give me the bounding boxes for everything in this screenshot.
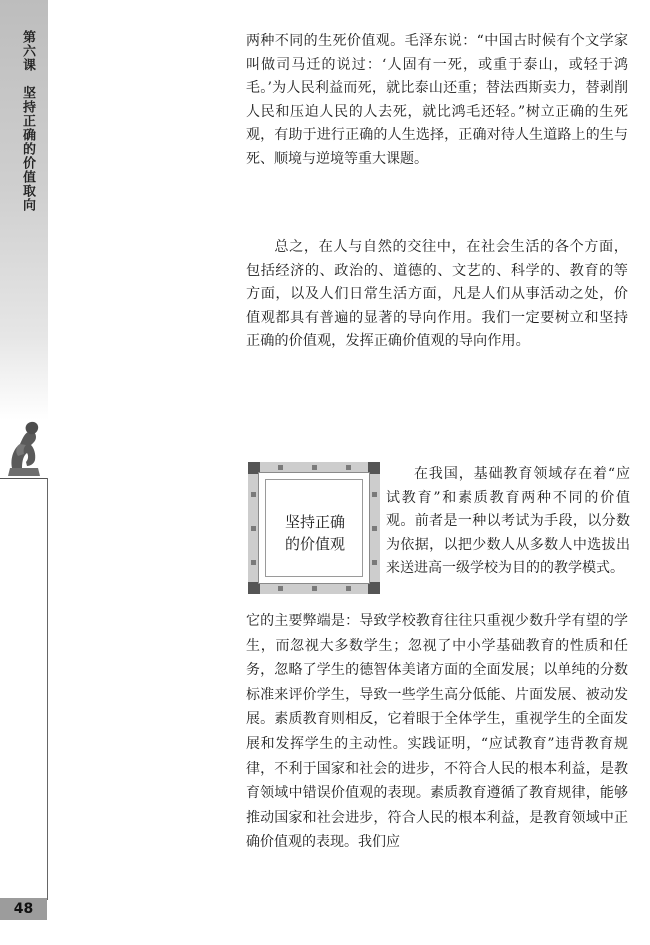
section-title-box — [248, 462, 380, 594]
section-title-line2: 的价值观 — [284, 535, 345, 553]
thinker-statue-icon — [0, 418, 46, 480]
paragraph-education-body: 它的主要弊端是：导致学校教育往往只重视少数升学有望的学生，而忽视大多数学生；忽视了中小学基础教育的性质和任务，忽略了学生的德智体美诸方面的全面发展；以单纯的分数标准来评价学生，导致一些学生高分低能、片面发展、被动发展。素质教育则相反，它着眼于全体学生，重视学生的全面发展和发挥学生的主动性。实践证明，“应试教育”违背教育规律，不利于国家和社会的进步，不符合人民的根本利益，是教育领域中错误价值观的表现。素质教育遵循了教育规律，能够推动国家和社会进步，符合人民的根本利益，是教育领域中正确价值观的表现。我们应 — [246, 613, 628, 851]
page-number: 48 — [0, 898, 47, 920]
sidebar-divider — [0, 478, 48, 479]
paragraph-education-intro: 在我国，基础教育领域存在着“应试教育”和素质教育两种不同的价值观。前者是一种以考试为手段，以分数为依据，以把少数人从多数人中选拔出来送进高一级学校为目的的教学模式。 — [386, 466, 630, 576]
sidebar-vertical-rule — [47, 478, 48, 900]
section-title — [259, 511, 371, 555]
paragraph-summary: 总之，在人与自然的交往中，在社会生活的各个方面，包括经济的、政治的、道德的、文艺的、科学的、教育的等方面，以及人们日常生活方面，凡是人们从事活动之处，价值观都具有普遍的显著的导向作用。我们一定要树立和坚持正确的价值观，发挥正确价值观的导向作用。 — [246, 239, 628, 349]
chapter-label: 第六课 — [20, 30, 35, 72]
chapter-title: 坚持正确的价值取向 — [20, 86, 35, 212]
chapter-heading — [11, 30, 37, 212]
section-title-line1: 坚持正确 — [284, 513, 345, 531]
paragraph-life-death-values: 两种不同的生死价值观。毛泽东说：“中国古时候有个文学家叫做司马迁的说过：‘人固有一死，或重于泰山，或轻于鸿毛。’为人民利益而死，就比泰山还重；替法西斯卖力，替剥削人民和压迫人民的人去死，就比鸿毛还轻。”树立正确的生死观，有助于进行正确的人生选择，正确对待人生道路上的生与死、顺境与逆境等重大课题。 — [246, 33, 628, 167]
